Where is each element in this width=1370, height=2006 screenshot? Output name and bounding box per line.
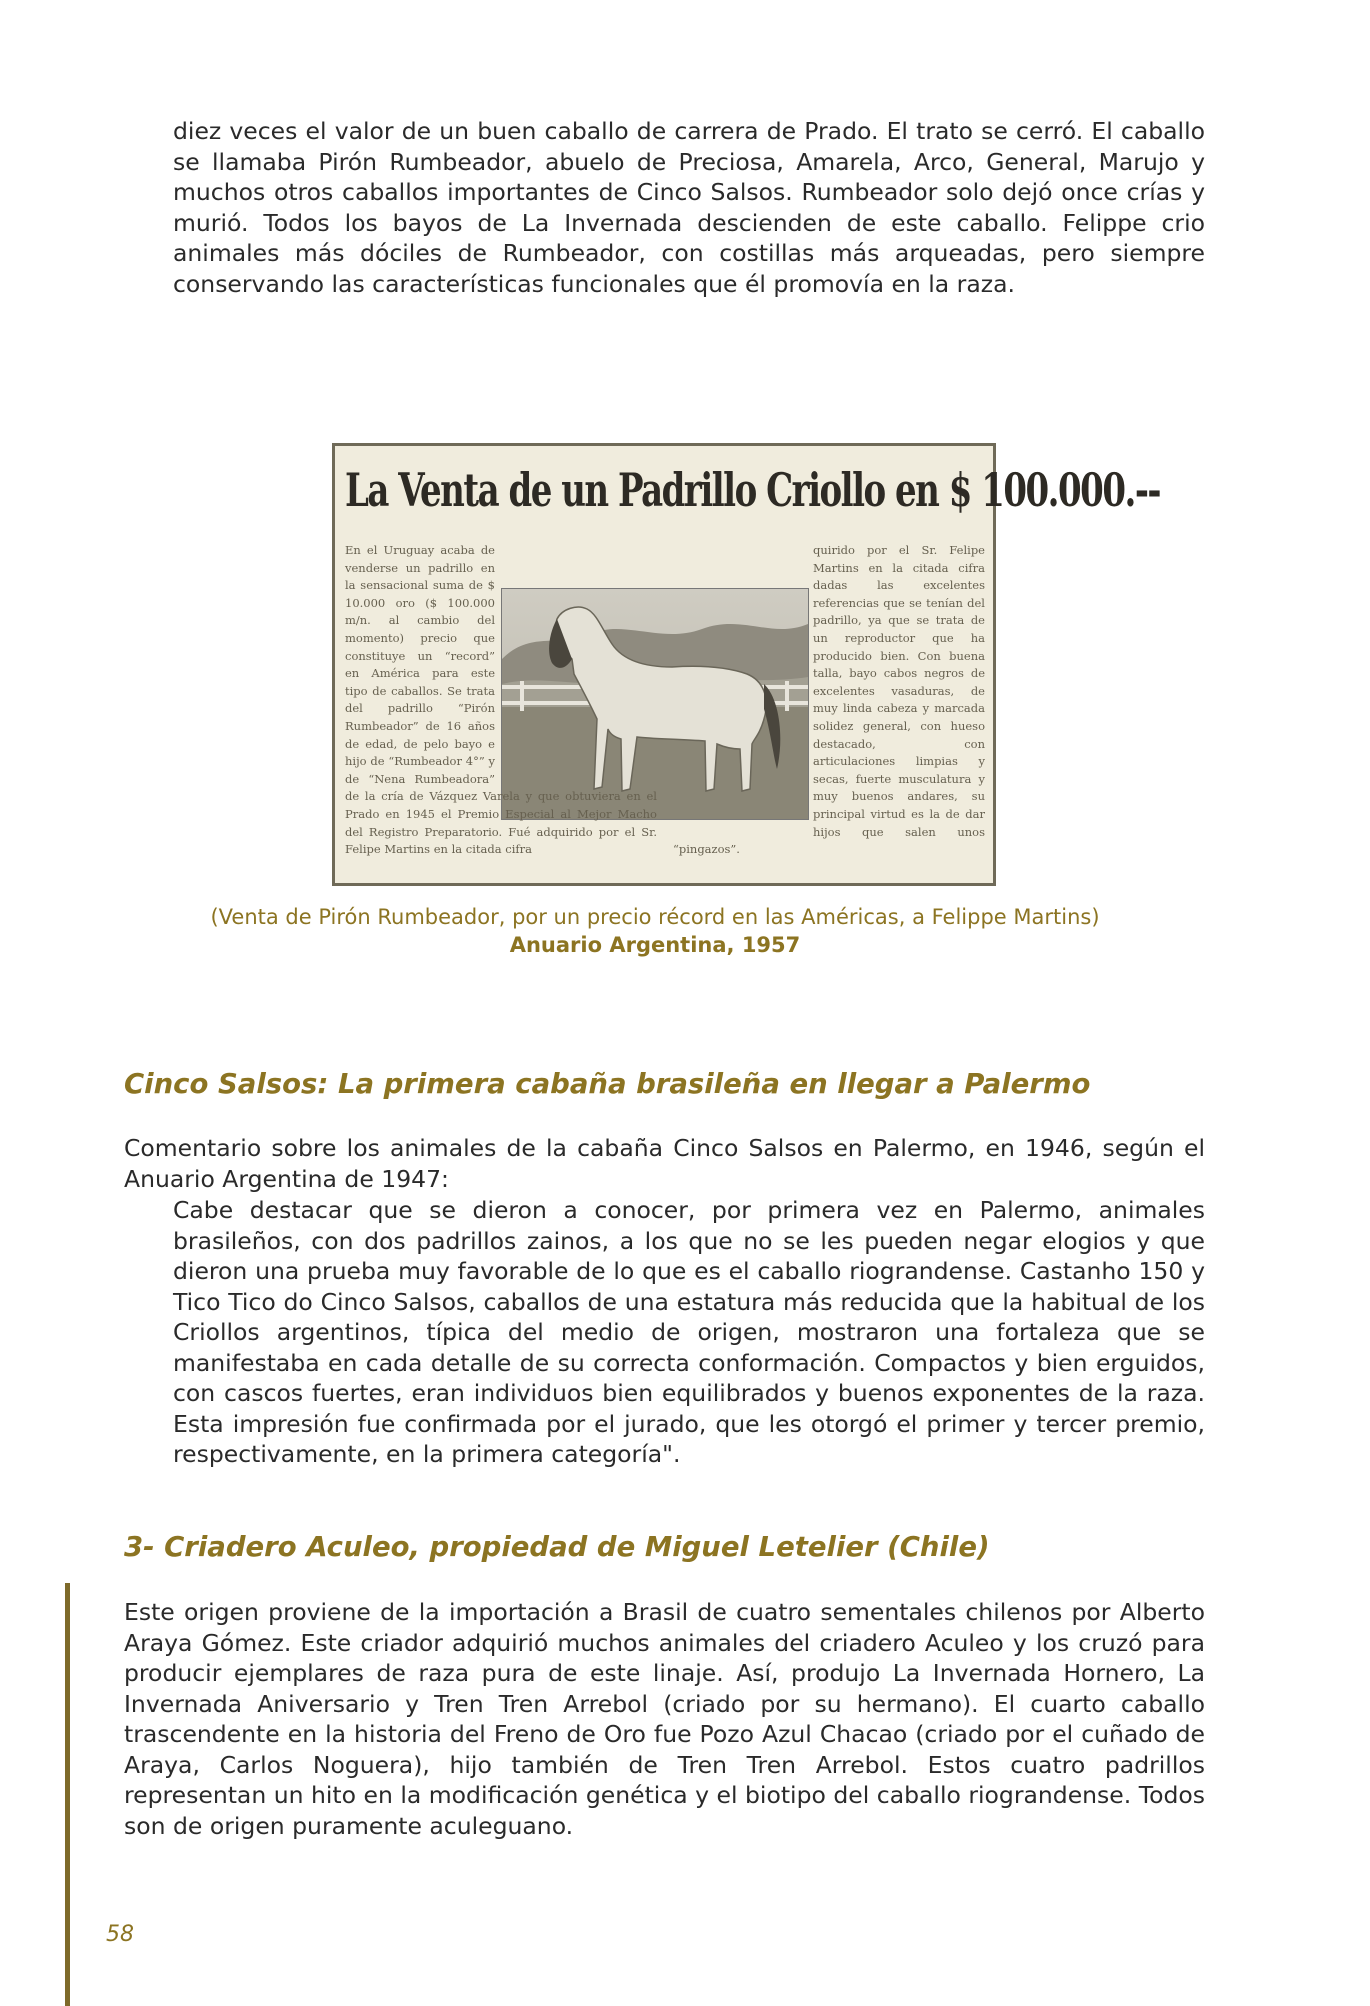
clipping-column-right [673, 542, 985, 859]
section-heading-cinco-salsos: Cinco Salsos: La primera cabaña brasileña en llegar a Palermo [124, 1068, 1091, 1100]
image-caption: (Venta de Pirón Rumbeador, por un precio récord en las Américas, a Felippe Martins) [210, 905, 1100, 929]
newspaper-clipping [332, 443, 1161, 886]
clipping-column-left-text: En el Uruguay acaba de venderse un padrillo en la sensacional suma de $ 10.000 oro ($ 100.000 m/n. al cambio del momento) precio que constituye un “record” en América para este tipo de caballos. Se trata del padrillo “Pirón Rumbeador” de 16 años de edad, de pelo bayo e hijo de “Rumbeador 4°” y de “Nena Rumbeadora” de la cría de Vázquez Varela y que obtuviera en el Prado en 1945 el Premio Especial al Mejor Macho del Registro Preparatorio. Fué adquirido por el Sr. Felipe Martins en la citada cifra [345, 543, 657, 857]
image-caption-source: Anuario Argentina, 1957 [509, 933, 801, 957]
clipping-column-right-text: quirido por el Sr. Felipe Martins en la citada cifra dadas las excelentes referencias que se tenían del padrillo, ya que se trata de un reproductor que ha producido bien. Con buena talla, bayo cabos negros de excelentes vasaduras, de muy linda cabeza y marcada solidez general, con hueso destacado, con articulaciones limpias y secas, fuerte musculatura y muy buenos andares, su principal virtud es la de dar hijos que salen unos “pingazos”. [673, 543, 985, 857]
clipping-headline: La Venta de un Padrillo Criollo en $ 100.000.-- [345, 464, 1161, 518]
clipping-column-left [345, 542, 657, 859]
page-number: 58 [106, 1922, 134, 1947]
block-quote: Cabe destacar que se dieron a conocer, por primera vez en Palermo, animales brasileños, con dos padrillos zainos, a los que no se les pueden negar elogios y que dieron una prueba muy favorable de lo que es el caballo riograndense. Castanho 150 y Tico Tico do Cinco Salsos, caballos de una estatura más reducida que la habitual de los Criollos argentinos, típica del medio de origen, mostraron una fortaleza que se manifestaba en cada detalle de su correcta conformación. Compactos y bien erguidos, con cascos fuertes, eran individuos bien equilibrados y buenos exponentes de la raza. Esta impresión fue confirmada por el jurado, que les otorgó el primer y tercer premio, respectivamente, en la primera categoría". [173, 1196, 1205, 1468]
aculeo-paragraph: Este origen proviene de la importación a Brasil de cuatro sementales chilenos por Alberto Araya Gómez. Este criador adquirió muchos animales del criadero Aculeo y los cruzó para producir ejemplares de raza pura de este linaje. Así, produjo La Invernada Hornero, La Invernada Aniversario y Tren Tren Arrebol (criado por su hermano). El cuarto caballo trascendente en la historia del Freno de Oro fue Pozo Azul Chacao (criado por el cuñado de Araya, Carlos Noguera), hijo también de Tren Tren Arrebol. Estos cuatro padrillos representan un hito en la modificación genética y el biotipo del caballo riograndense. Todos son de origen puramente aculeguano. [124, 1598, 1205, 1840]
section-heading-aculeo: 3- Criadero Aculeo, propiedad de Miguel Letelier (Chile) [124, 1531, 990, 1563]
section-intro-paragraph: Comentario sobre los animales de la cabaña Cinco Salsos en Palermo, en 1946, según el Anuario Argentina de 1947: [124, 1134, 1205, 1193]
intro-paragraph: diez veces el valor de un buen caballo de carrera de Prado. El trato se cerró. El caballo se llamaba Pirón Rumbeador, abuelo de Preciosa, Amarela, Arco, General, Marujo y muchos otros caballos importantes de Cinco Salsos. Rumbeador solo dejó once crías y murió. Todos los bayos de La Invernada descienden de este caballo. Felippe crio animales más dóciles de Rumbeador, con costillas más arqueadas, pero siempre conservando las características funcionales que él promovía en la raza. [173, 117, 1205, 298]
margin-bar [65, 1583, 70, 2006]
